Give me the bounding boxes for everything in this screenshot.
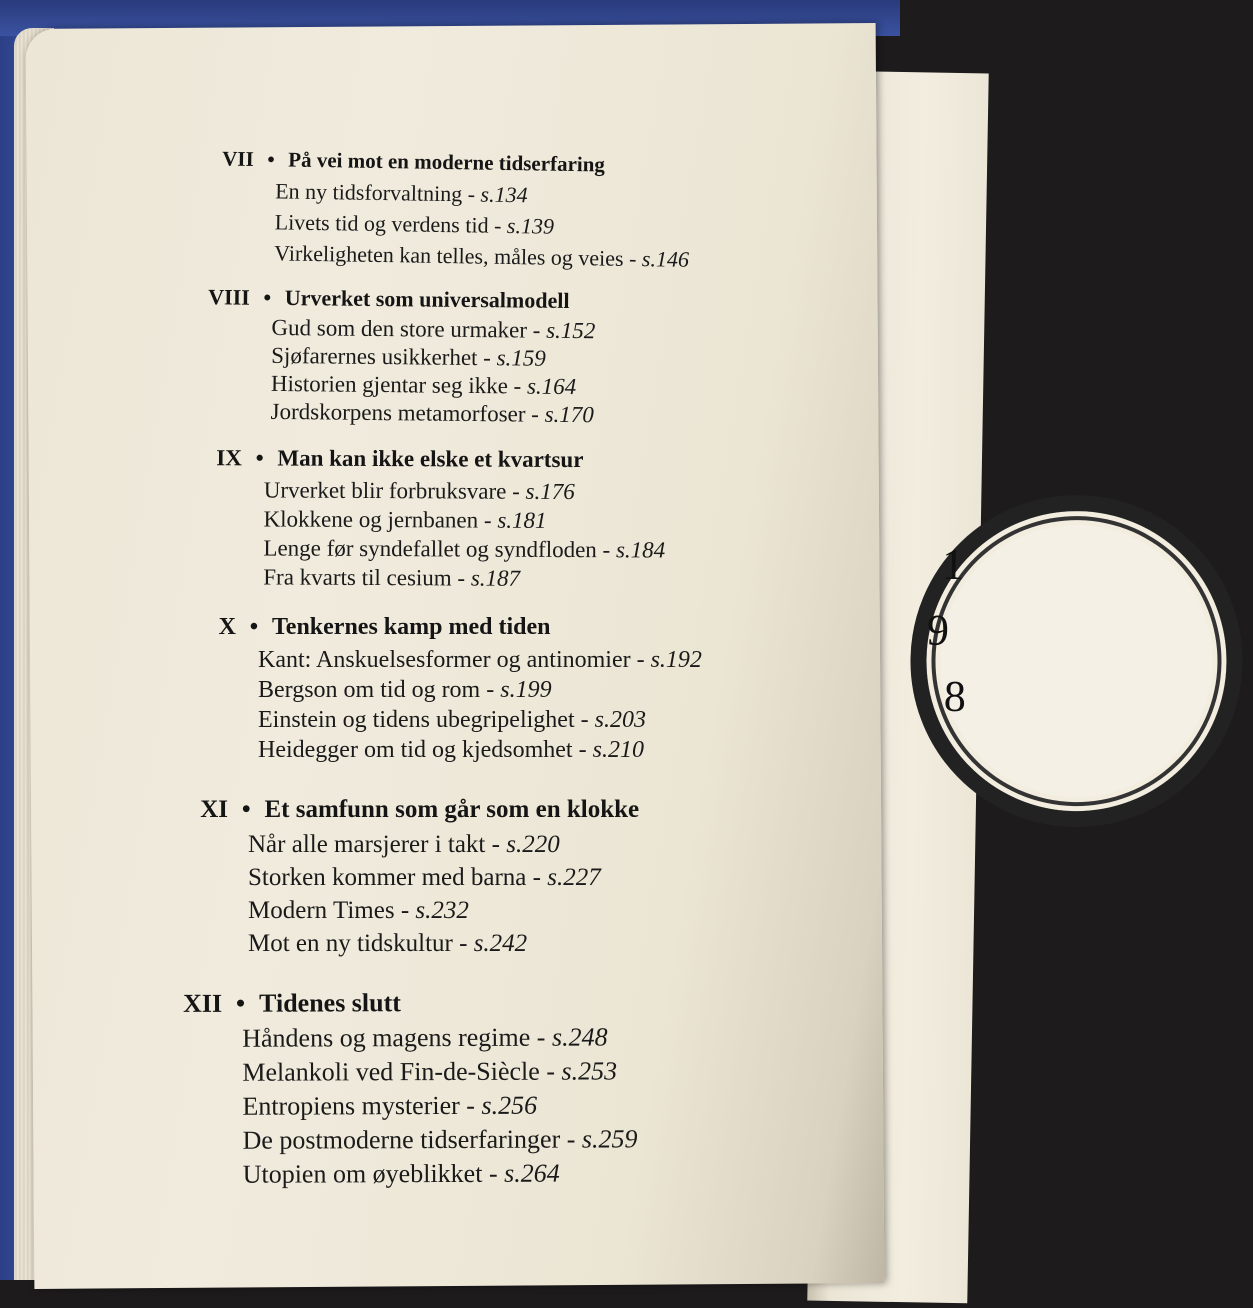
toc-entry: [258, 735, 702, 765]
chapter-title: Tenkernes kamp med tiden: [272, 614, 551, 640]
section-page: s.152: [546, 317, 596, 344]
page-separator: -: [478, 507, 498, 533]
chapter-xii: [160, 983, 638, 1192]
bullet-icon: •: [267, 147, 275, 172]
chapter-numeral: X: [218, 614, 236, 640]
section-page: s.184: [615, 537, 666, 563]
bullet-icon: •: [249, 614, 259, 640]
section-page: s.176: [525, 478, 575, 505]
toc-entry: [242, 1054, 637, 1089]
section-page: s.139: [506, 212, 555, 239]
toc-entry: [248, 894, 639, 927]
page-separator: -: [488, 212, 508, 238]
toc-entry: [258, 705, 702, 735]
toc-entry: [248, 828, 639, 861]
page-separator: -: [507, 373, 528, 399]
section-page: s.192: [650, 647, 702, 673]
bullet-icon: •: [255, 445, 264, 471]
chapter-ix: [179, 441, 666, 594]
page-separator: -: [482, 1158, 505, 1188]
toc-entry: [264, 504, 666, 535]
page-separator: -: [572, 737, 593, 763]
toc-entry: [258, 645, 702, 675]
section-title: Bergson om tid og rom: [258, 677, 481, 703]
toc-entry: [270, 398, 594, 429]
toc-entry: [248, 861, 639, 894]
section-title: Storken kommer med barna: [248, 864, 527, 891]
chapter-viii: [184, 280, 595, 429]
section-title: Klokkene og jernbanen: [263, 506, 479, 533]
page-separator: -: [630, 647, 651, 673]
section-title: Mot en ny tidskultur: [248, 930, 453, 957]
section-page: s.220: [506, 831, 560, 858]
clock-numeral: 1: [941, 539, 965, 590]
section-title: Modern Times: [248, 897, 395, 924]
section-title: De postmoderne tidserfaringer: [242, 1124, 561, 1155]
clock-numeral: 8: [943, 671, 967, 722]
toc-entry: [274, 237, 689, 275]
toc-entry: [243, 1156, 638, 1191]
chapter-title: Tidenes slutt: [259, 988, 401, 1018]
chapter-title: Urverket som universalmodell: [284, 285, 570, 314]
section-page: s.256: [481, 1090, 538, 1120]
chapter-title: Et samfunn som går som en klokke: [264, 796, 640, 823]
page-separator: -: [525, 401, 545, 427]
section-page: s.259: [581, 1124, 638, 1154]
section-page: s.146: [641, 246, 690, 272]
page-separator: -: [480, 677, 501, 703]
page-separator: -: [485, 831, 507, 858]
page-separator: -: [596, 537, 617, 563]
page-separator: -: [623, 245, 643, 272]
chapter-numeral: XII: [182, 988, 223, 1018]
section-page: s.227: [547, 864, 601, 891]
toc-entry: [258, 675, 702, 705]
section-title: Entropiens mysterier: [242, 1090, 460, 1121]
section-page: s.203: [594, 707, 646, 733]
page-separator: -: [459, 1090, 482, 1120]
section-title: Fra kvarts til cesium: [263, 564, 452, 591]
toc-entry: [264, 475, 666, 506]
toc-entry: [242, 1122, 637, 1157]
section-title: Historien gjentar seg ikke: [270, 370, 509, 399]
section-title: Når alle marsjerer i takt: [248, 831, 486, 858]
section-page: s.134: [480, 181, 528, 208]
toc-entry: [263, 562, 665, 593]
section-title: Livets tid og verdens tid: [274, 209, 489, 238]
section-page: s.242: [473, 930, 528, 957]
chapter-numeral: IX: [216, 445, 242, 471]
section-page: s.210: [592, 737, 644, 763]
section-title: Utopien om øyeblikket: [242, 1158, 483, 1189]
section-title: Heidegger om tid og kjedsomhet: [258, 737, 573, 763]
section-title: Einstein og tidens ubegripelighet: [258, 707, 575, 733]
chapter-numeral: VIII: [208, 284, 250, 310]
bullet-icon: •: [241, 796, 251, 823]
page-separator: -: [574, 707, 595, 733]
toc-entry: [248, 927, 639, 960]
section-title: Lenge før syndefallet og syndfloden: [263, 535, 597, 563]
page-separator: -: [560, 1124, 582, 1154]
toc-entry: [263, 533, 665, 564]
page-separator: -: [394, 897, 416, 924]
section-title: Urverket blir forbruksvare: [263, 477, 507, 504]
chapter-vii: [188, 142, 691, 275]
section-title: Gud som den store urmaker: [271, 314, 528, 343]
section-page: s.264: [504, 1158, 560, 1188]
section-title: Kant: Anskuelsesformer og antinomier: [258, 647, 631, 673]
section-title: Melankoli ved Fin-de-Siècle: [242, 1056, 540, 1087]
bullet-icon: •: [235, 988, 246, 1018]
section-title: Jordskorpens metamorfoser: [270, 398, 526, 427]
section-page: s.248: [551, 1022, 608, 1052]
toc-entry: [271, 314, 595, 345]
section-title: Håndens og magens regime: [242, 1022, 531, 1053]
page-separator: -: [451, 565, 471, 591]
section-title: Sjøfarernes usikkerhet: [271, 342, 478, 371]
page-separator: -: [452, 930, 474, 957]
section-title: Virkeligheten kan telles, måles og veies: [274, 240, 624, 271]
page-separator: -: [526, 317, 547, 343]
page-separator: -: [477, 345, 497, 371]
section-page: s.170: [544, 401, 594, 428]
page-separator: -: [526, 864, 548, 891]
chapter-title: Man kan ikke elske et kvartsur: [277, 445, 584, 473]
section-page: s.232: [415, 897, 469, 924]
page-separator: -: [539, 1056, 562, 1086]
section-title: En ny tidsforvaltning: [275, 178, 463, 207]
section-page: s.253: [561, 1056, 618, 1086]
section-page: s.181: [497, 507, 547, 533]
section-page: s.187: [470, 565, 521, 591]
chapter-title: På vei mot en moderne tidserfaring: [288, 147, 606, 177]
chapter-numeral: VII: [222, 146, 254, 172]
section-page: s.159: [496, 345, 547, 371]
page-separator: -: [530, 1022, 553, 1052]
toc-entry: [242, 1020, 637, 1055]
toc-entry: [242, 1088, 637, 1123]
section-page: s.199: [500, 677, 552, 703]
page-separator: -: [462, 181, 481, 207]
bullet-icon: •: [263, 284, 272, 310]
toc-entry: [271, 342, 595, 373]
chapter-xi: [166, 792, 639, 960]
toc-entry: [271, 370, 595, 401]
chapter-numeral: XI: [200, 796, 228, 823]
section-page: s.164: [526, 373, 577, 400]
chapter-x: [174, 610, 702, 765]
page-separator: -: [506, 478, 526, 504]
clock-numeral: 9: [926, 605, 950, 655]
